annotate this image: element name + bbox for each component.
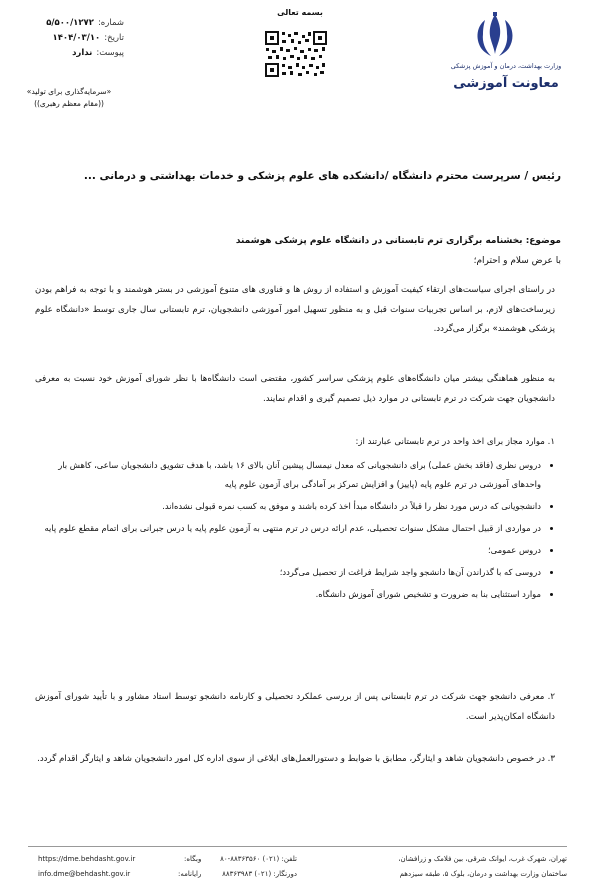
motto-text: «سرمایه‌گذاری برای تولید» [26,87,112,96]
web-label: وبگاه: [184,855,202,863]
date-label: تاریخ: [104,33,124,43]
email-label: رایانامه: [178,870,202,878]
footer-divider [28,846,567,847]
address-line-1: تهران، شهرک غرب، ایوانک شرقی، بین فلامک و زرافشان، [398,855,567,863]
basmala: بسمه تعالی [277,8,323,17]
footer [28,852,567,888]
footer-web-labels [178,852,201,882]
ministry-title [431,62,581,91]
paragraph-3: ۳. در خصوص دانشجویان شاهد و ایثارگر، مطابق با ضوابط و دستورالعمل‌های ابلاغی از سوی اداره کل امور دانشجویان شاهد و ایثارگر اقدام گردد. [37,754,555,764]
deputy-name: معاونت آموزشی [453,76,559,91]
email-link[interactable]: info.dme@behdasht.gov.ir [38,870,131,878]
fax-value: (۰۲۱) ۸۸۳۶۳۹۸۳ [222,870,272,878]
phone-value: (۰۲۱) ۸۸۳۶۳۵۶۰-۸۰ [220,855,280,863]
list-item: • دروس نظری (فاقد بخش عملی) برای دانشجویانی که معدل نیمسال پیشین آنان بالای ۱۶ باشد، با هدف تشویق دانشجویان ساعی، کاهش بار واحدهای آموزشی در ترم علوم پایه (پاییز) و افزایش تمرکز بر آمادگی برای آزمون علوم پایه [41,456,541,494]
attachment-value: ندارد [72,48,93,58]
phone-label: تلفن: [281,855,297,863]
address-line-2: ساختمان وزارت بهداشت و درمان، بلوک ۵، طبقه سیزدهم [399,870,567,878]
list-item: • در مواردی از قبیل احتمال مشکل سنوات تحصیلی، عدم ارائه درس در ترم منتهی به آزمون علوم پایه یا درس جبرانی برای اتمام مقطع علوم پایه [41,519,541,538]
website-link[interactable]: https://dme.behdasht.gov.ir [38,855,136,863]
date-value: ۱۴۰۴/۰۳/۱۰ [52,33,101,43]
letter-addressee: رئیس / سرپرست محترم دانشگاه /دانشکده های علوم پزشکی و خدمات بهداشتی و درمانی ... [83,170,561,182]
footer-contacts [38,852,178,882]
motto-source: ((مقام معظم رهبری)) [34,99,104,108]
item-1-heading: ۱. موارد مجاز برای اخذ واحد در ترم تابستانی عبارتند از: [355,437,555,447]
allowed-cases-list [41,456,557,607]
number-value: ۵/۵۰۰/۱۲۷۲ [46,18,94,28]
paragraph-1b: به منظور هماهنگی بیشتر میان دانشگاه‌های علوم پزشکی سراسر کشور، مقتضی است دانشگاه‌ها با نظر شورای آموزش خود نسبت به معرفی دانشجویان جهت شرکت در ترم تابستانی در موارد ذیل تصمیم گیری و اقدام نمایند. [35,374,555,404]
motto [10,86,128,110]
letter-greeting: با عرض سلام و احترام؛ [473,256,561,266]
iran-emblem-icon [455,10,535,60]
footer-address [367,852,567,882]
footer-phones [207,852,297,882]
paragraph-2: ۲. معرفی دانشجو جهت شرکت در ترم تابستانی پس از بررسی عملکرد تحصیلی و کارنامه دانشجو توسط استاد مشاور و با تأیید شورای آموزش دانشگاه امکان‌پذیر است. [35,692,555,722]
list-item: • موارد استثنایی بنا به ضرورت و تشخیص شورای آموزش دانشگاه. [41,585,541,604]
number-label: شماره: [97,18,124,28]
list-item: • دروسی که با گذراندن آن‌ها دانشجو واجد شرایط فراغت از تحصیل می‌گردد؛ [41,563,541,582]
list-item: • دانشجویانی که درس مورد نظر را قبلاً در دانشگاه مبدأ اخذ کرده باشند و موفق به کسب نمره قبولی نشده‌اند. [41,497,541,516]
attachment-label: پیوست: [96,48,124,58]
qr-code-icon [264,30,328,78]
list-item: • دروس عمومی؛ [41,541,541,560]
paragraph-1: در راستای اجرای سیاست‌های ارتقاء کیفیت آموزش و استفاده از روش ها و فناوری های متنوع آموزشی در بستر هوشمند و با توجه به فراهم بودن زیرساخت‌های لازم، بر اساس تجربیات سنوات قبل و به منظور تسهیل امور آموزشی دانشجویان، ترم تابستانی سال جاری توسط «دانشگاه علوم پزشکی هوشمند» برگزار می‌گردد. [35,285,555,334]
letter-metadata [14,16,124,61]
letter-subject: موضوع: بخشنامه برگزاری ترم تابستانی در دانشگاه علوم پزشکی هوشمند [235,236,561,246]
ministry-name: وزارت بهداشت، درمان و آموزش پزشکی [450,62,562,70]
fax-label: دورنگار: [273,870,297,878]
